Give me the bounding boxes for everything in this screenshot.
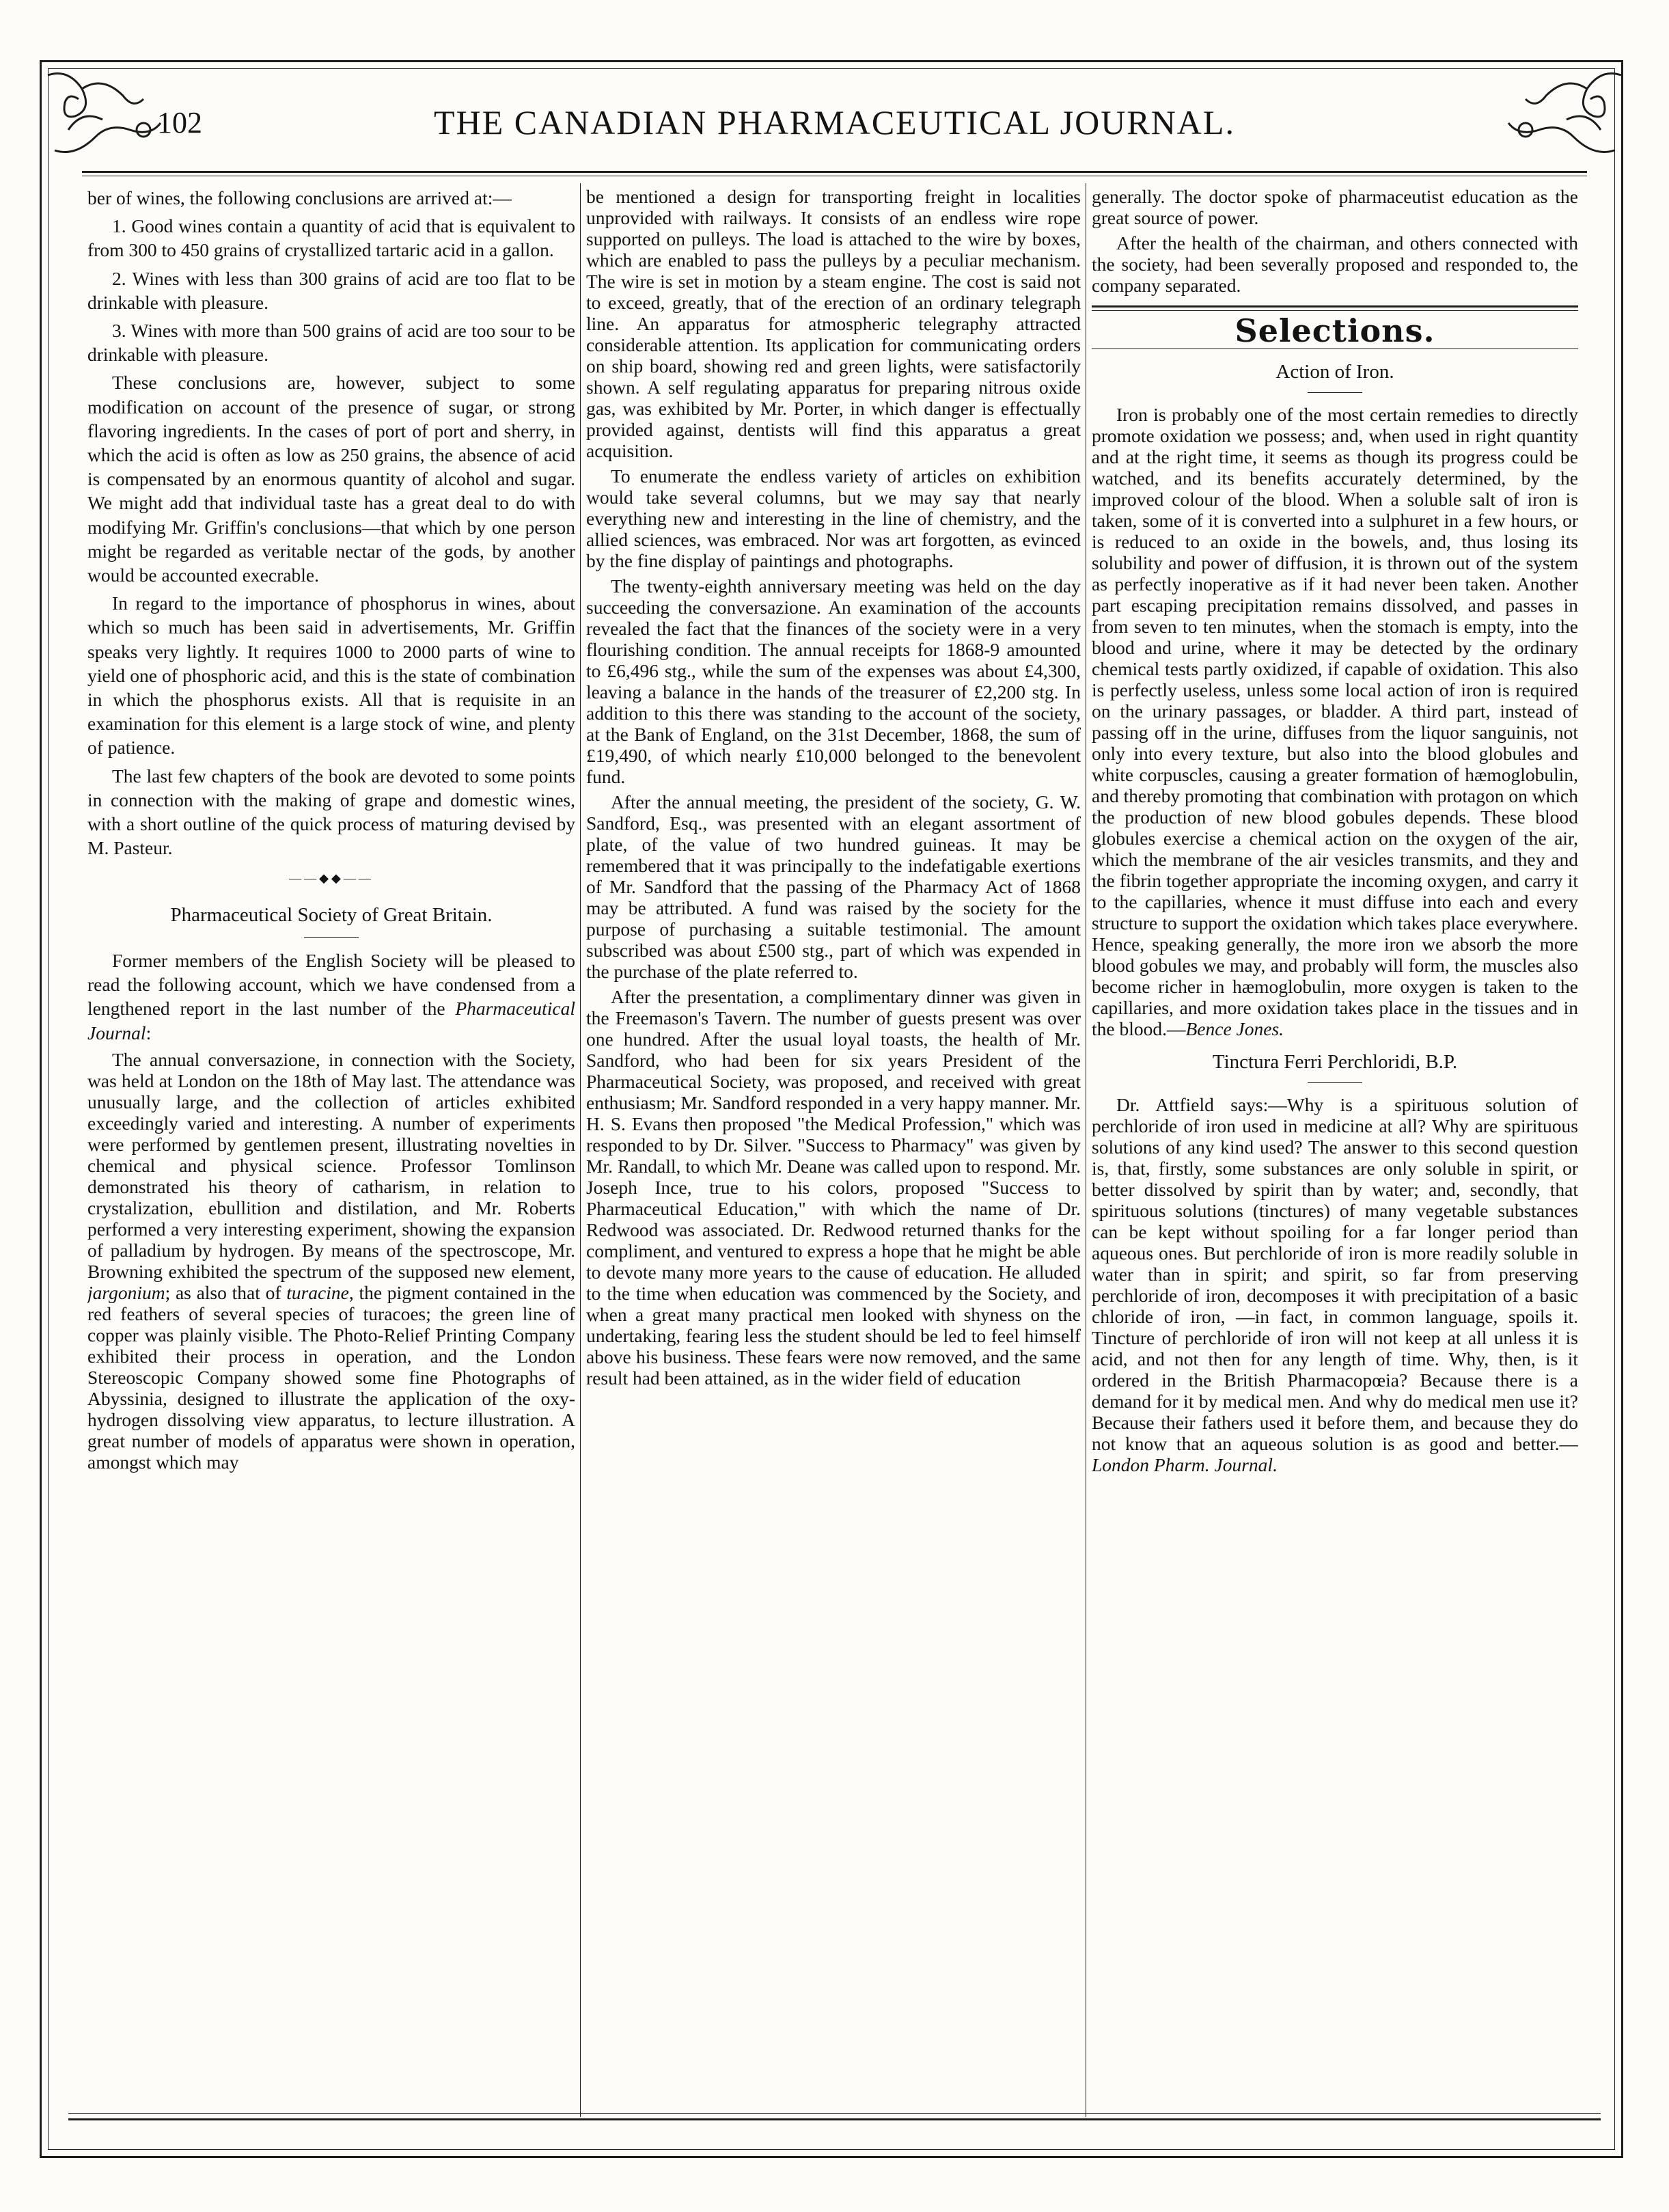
article-title: Action of Iron.	[1275, 361, 1394, 383]
title-underline	[1308, 1082, 1362, 1083]
list-item: 1. Good wines contain a quantity of acid that is equivalent to from 300 to 450 grains of crystallized tartaric acid in a gallon.	[87, 215, 575, 261]
paragraph: The last few chapters of the book are devoted to some points in connection with the making of grape and domestic wines, with a short outline of the quick process of maturing devised by M. Pasteur.	[87, 765, 575, 859]
paragraph: To enumerate the endless variety of articles on exhibition would take several columns, but we may say that nearly everything new and interesting in the line of chemistry, and the allied sciences, was embraced. Nor was art forgotten, as evinced by the fine display of paintings and photographs.	[586, 465, 1081, 571]
article-title: Tinctura Ferri Perchloridi, B.P.	[1212, 1051, 1458, 1073]
paragraph: The annual conversazione, in connection with the Society, was held at London on the 18th of May last. The attendance was unusually large, and the collection of articles exhibited exceedingly varied and interesting. A number of experiments were performed by gentlemen present, illustrating novelties in chemical and physical science. Professor Tomlinson demonstrated his theory of catharism, in relation to crystalization, ebullition and distilation, and Mr. Roberts performed a very interesting experiment, showing the expansion of palladium by hydrogen. By means of the spectroscope, Mr. Browning exhibited the spectrum of the supposed new element, jargonium; as also that of turacine, the pigment contained in the red feathers of several species of turacoes; the green line of copper was plainly visible. The Photo-Relief Printing Company exhibited their process in operation, and the London Stereoscopic Company showed some fine Photographs of Abyssinia, designed to illustrate the application of the oxy-hydrogen dissolving view apparatus, to lecture illustration. A great number of models of apparatus were shown in operation, amongst which may	[87, 1048, 575, 1473]
column-3	[1092, 186, 1578, 2099]
paragraph: ber of wines, the following conclusions are arrived at:—	[87, 187, 512, 208]
paragraph: After the health of the chairman, and others connected with the society, had been severally proposed and responded to, the company separated.	[1092, 232, 1578, 296]
column-1	[87, 186, 575, 2099]
header-rule	[82, 171, 1587, 173]
paragraph: In regard to the importance of phosphorus in wines, about which so much has been said in advertisements, Mr. Griffin speaks very lightly. It requires 1000 to 2000 parts of wine to yield one of phosphoric acid, and this is the state of combination in which the phosphorus exists. All that is requisite in an examination for this element is a large stock of wine, and plenty of patience.	[87, 592, 575, 759]
title-underline	[1308, 392, 1362, 393]
column-rule-1	[580, 183, 581, 2117]
paragraph: be mentioned a design for transporting freight in localities unprovided with railways. It consists of an endless wire rope supported on pulleys. The load is attached to the wire by boxes, which are enabled to pass the pulleys by a peculiar mechanism. The wire is set in motion by a steam engine. The cost is said not to exceed, greatly, that of the erection of an ordinary telegraph line. An apparatus for atmospheric telegraphy attracted considerable attention. Its application for communicating orders on ship board, showing red and green lights, were satisfactorily shown. A self regulating apparatus for preparing nitrous oxide gas, was exhibited by Mr. Porter, in which danger is effectually provided against, dentists will find this apparatus a great acquisition.	[586, 186, 1081, 461]
list-item: 3. Wines with more than 500 grains of acid are too sour to be drinkable with pleasure.	[87, 320, 575, 366]
column-2	[586, 186, 1081, 2099]
paragraph: Former members of the English Society will be pleased to read the following account, which we have condensed from a lengthened report in the last number of the Pharmaceutical Journal:	[87, 949, 575, 1043]
list-item: 2. Wines with less than 300 grains of acid are too flat to be drinkable with pleasure.	[87, 267, 575, 313]
paragraph: generally. The doctor spoke of pharmaceutist education as the great source of power.	[1092, 186, 1578, 228]
page-number: 102	[157, 106, 202, 139]
selections-heading: Selections.	[1234, 312, 1435, 349]
double-rule	[1092, 305, 1578, 311]
paragraph: These conclusions are, however, subject to some modification on account of the presence of sugar, or strong flavoring ingredients. In the cases of port of port and sherry, in which the acid is often as low as 250 grains, the absence of acid is compensated by an enormous quantity of alcohol and sugar. We might add that individual taste has a great deal to do with modifying Mr. Griffin's conclusions—that which by one person might be regarded as veritable nectar of the gods, by another would be accounted execrable.	[87, 372, 575, 586]
section-title: Pharmaceutical Society of Great Britain.	[170, 903, 493, 926]
paragraph: Iron is probably one of the most certain remedies to directly promote oxidation we possess; and, when used in right quantity and at the right time, it seems as though its progress could be watched, and its benefits accurately determined, by the improved colour of the blood. When a soluble salt of iron is taken, some of it is converted into a sulphuret in a few hours, or is reduced to an oxide in the bowels, and, thus losing its solubility and power of diffusion, it is thrown out of the system as perfectly inoperative as if it had never been taken. Another part escaping precipitation remains dissolved, and passes in from seven to ten minutes, when the stomach is empty, into the blood and urine, where it may be detected by the ordinary chemical tests partly oxidized, if capable of oxidation. This also is perfectly useless, unless some local action of iron is required on the urinary passages, or bladder. A third part, instead of passing off in the urine, diffuses from the liquor sanguinis, not only into every texture, but also into the blood globules and white corpuscles, causing a greater formation of hæmoglobulin, and thereby promoting that combination with protagon on which the production of new blood gobules depends. These blood globules exercise a chemical action on the oxygen of the air, which the membrane of the air vesicles transmits, and they and the fibrin together appropriate the incoming oxygen, and carry it to the capillaries, whence it must diffuse into each and every structure to support the oxidation which takes place everywhere. Hence, speaking generally, the more iron we absorb the more blood gobules we may, and probably will form, the muscles also become richer in hæmoglobulin, more oxygen is taken to the capillaries, and more oxidation takes place in the tissues and in the blood.—Bence Jones.	[1092, 404, 1578, 1039]
footer-rule-thick	[68, 2118, 1601, 2120]
paragraph: The twenty-eighth anniversary meeting was held on the day succeeding the conversazione. An examination of the accounts revealed the fact that the finances of the society were in a very flourishing condition. The annual receipts for 1868-9 amounted to £6,496 stg., while the sum of the expenses was about £4,300, leaving a balance in the hands of the treasurer of £2,200 stg. In addition to this there was standing to the account of the society, at the Bank of England, on the 31st December, 1868, the sum of £19,490, of which nearly £10,000 belonged to the benevolent fund.	[586, 575, 1081, 787]
paragraph: Dr. Attfield says:—Why is a spirituous solution of perchloride of iron used in medicine at all? Why are spirituous solutions of any kind used? The answer to this second question is, that, firstly, some substances are only soluble in spirit, or better dissolved by spirit than by water; and, secondly, that spirituous solutions (tinctures) of many vegetable substances can be kept without spoiling for a far longer period than aqueous ones. But perchloride of iron is more readily soluble in water than in spirit; and spirit, so far from preserving perchloride of iron, decomposes it with precipitation of a basic chloride of iron, —in fact, in common language, spoils it. Tincture of perchloride of iron will not keep at all unless it is acid, and not then for any length of time. Why, then, is it ordered in the British Pharmacopœia? Because there is a demand for it by medical men. And why do medical men use it? Because their fathers used it before them, and because they do not know that an aqueous solution is as good and better.—London Pharm. Journal.	[1092, 1094, 1578, 1475]
title-underline	[304, 937, 359, 938]
footer-rule	[68, 2113, 1601, 2114]
page-header	[143, 103, 1526, 150]
paragraph: After the presentation, a complimentary dinner was given in the Freemason's Tavern. The number of guests present was over one hundred. After the usual loyal toasts, the health of Mr. Sandford, who had been for six years President of the Pharmaceutical Society, was proposed, and received with great enthusiasm; Mr. Sandford responded in a very happy manner. Mr. H. S. Evans then proposed "the Medical Profession," which was responded to by Dr. Silver. "Success to Pharmacy" was given by Mr. Randall, to which Mr. Deane was called upon to respond. Mr. Joseph Ince, true to his colors, proposed "Success to Pharmaceutical Education," with which the name of Dr. Redwood was associated. Dr. Redwood returned thanks for the compliment, and ventured to express a hope that he might be able to devote many more years to the cause of education. He alluded to the time when education was commenced by the Society, and when a great many practical men looked with shyness on the undertaking, fearing less the student should be led to feel himself above his business. These fears were now removed, and the same result had been attained, as in the wider field of education	[586, 986, 1081, 1389]
section-divider: ——◆◆——	[289, 871, 374, 886]
paragraph: After the annual meeting, the president of the society, G. W. Sandford, Esq., was presented with an elegant assortment of plate, of the value of two hundred guineas. It may be remembered that it was principally to the indefatigable exertions of Mr. Sandford that the passing of the Pharmacy Act of 1868 may be attributed. A fund was raised by the society for the purpose of purchasing a suitable testimonial. The amount subscribed was about £500 stg., part of which was expended in the purchase of the plate referred to.	[586, 791, 1081, 982]
journal-title: THE CANADIAN PHARMACEUTICAL JOURNAL.	[434, 103, 1235, 141]
